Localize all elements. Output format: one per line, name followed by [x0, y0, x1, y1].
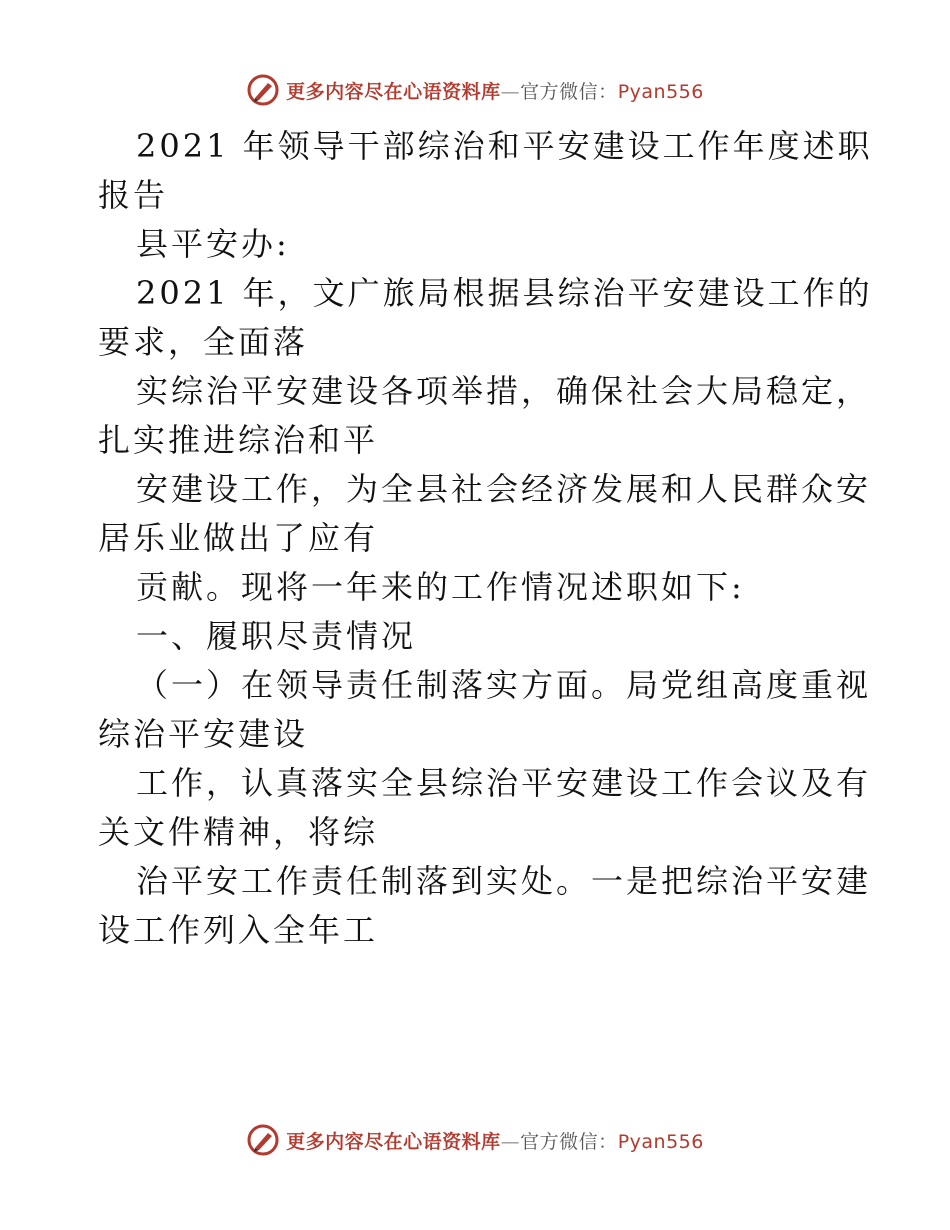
- paragraph-line: 治平安工作责任制落到实处。一是把综治平安建: [136, 862, 872, 900]
- banner-separator: —: [500, 80, 521, 103]
- footer-banner: [0, 1120, 950, 1160]
- banner-main-text: 更多内容尽在心语资料库: [286, 1130, 501, 1153]
- banner-main-text: 更多内容尽在心语资料库: [286, 80, 501, 103]
- banner-label: 官方微信：: [520, 1130, 618, 1153]
- banner-wechat-id: Pyan556: [617, 1130, 704, 1153]
- paragraph-line: 设工作列入全年工: [98, 911, 379, 949]
- paragraph-line: 要求，全面落: [98, 323, 309, 361]
- subsection-heading: （一）在领导责任制落实方面。局党组高度重视: [136, 666, 872, 704]
- header-banner: [0, 70, 950, 110]
- paragraph-line: 贡献。现将一年来的工作情况述职如下:: [136, 568, 745, 606]
- paragraph-line: 综治平安建设: [98, 715, 309, 753]
- banner-label: 官方微信：: [520, 80, 618, 103]
- pen-circle-logo-icon: [246, 1123, 280, 1157]
- paragraph-line: 居乐业做出了应有: [98, 519, 379, 557]
- document-body: [98, 122, 873, 955]
- paragraph-line: 扎实推进综治和平: [98, 421, 379, 459]
- paragraph-line: 安建设工作，为全县社会经济发展和人民群众安: [136, 470, 872, 508]
- paragraph-line: 工作，认真落实全县综治平安建设工作会议及有: [136, 764, 872, 802]
- paragraph-line: 实综治平安建设各项举措，确保社会大局稳定，: [136, 372, 872, 410]
- pen-circle-logo-icon: [246, 73, 280, 107]
- section-heading: 一、履职尽责情况: [136, 617, 417, 655]
- addressee: 县平安办:: [136, 225, 290, 263]
- banner-separator: —: [500, 1130, 521, 1153]
- document-title-line-2: 报告: [98, 176, 169, 214]
- banner-wechat-id: Pyan556: [617, 80, 704, 103]
- document-title-line-1: 2021 年领导干部综治和平安建设工作年度述职: [136, 127, 873, 165]
- paragraph-line: 关文件精神，将综: [98, 813, 379, 851]
- paragraph-line: 2021 年，文广旅局根据县综治平安建设工作的: [136, 274, 873, 312]
